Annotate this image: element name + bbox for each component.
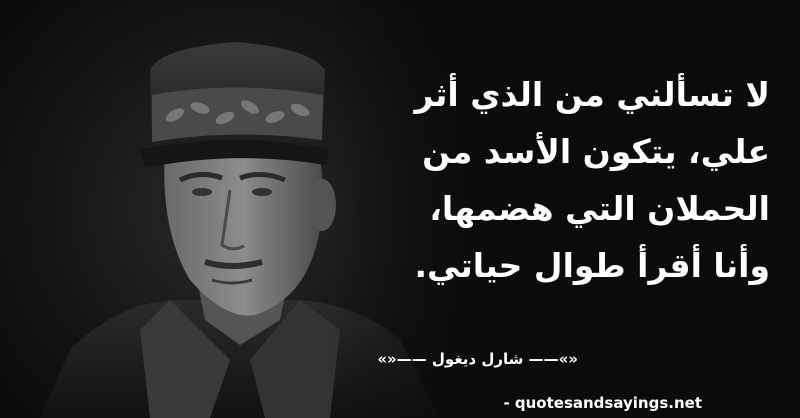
quote-text <box>350 66 770 294</box>
quote-line-3: الحملان التي هضمها، <box>429 189 770 228</box>
source-credit: - quotesandsayings.net <box>503 394 702 412</box>
quote-line-1: لا تسألني من الذي أثر <box>414 75 770 114</box>
author-attribution: «»—— شارل ديغول ——«» <box>377 350 578 368</box>
quote-line-4: وأنا أقرأ طوال حياتي. <box>414 246 770 285</box>
quote-line-2: علي، يتكون الأسد من <box>422 132 770 171</box>
